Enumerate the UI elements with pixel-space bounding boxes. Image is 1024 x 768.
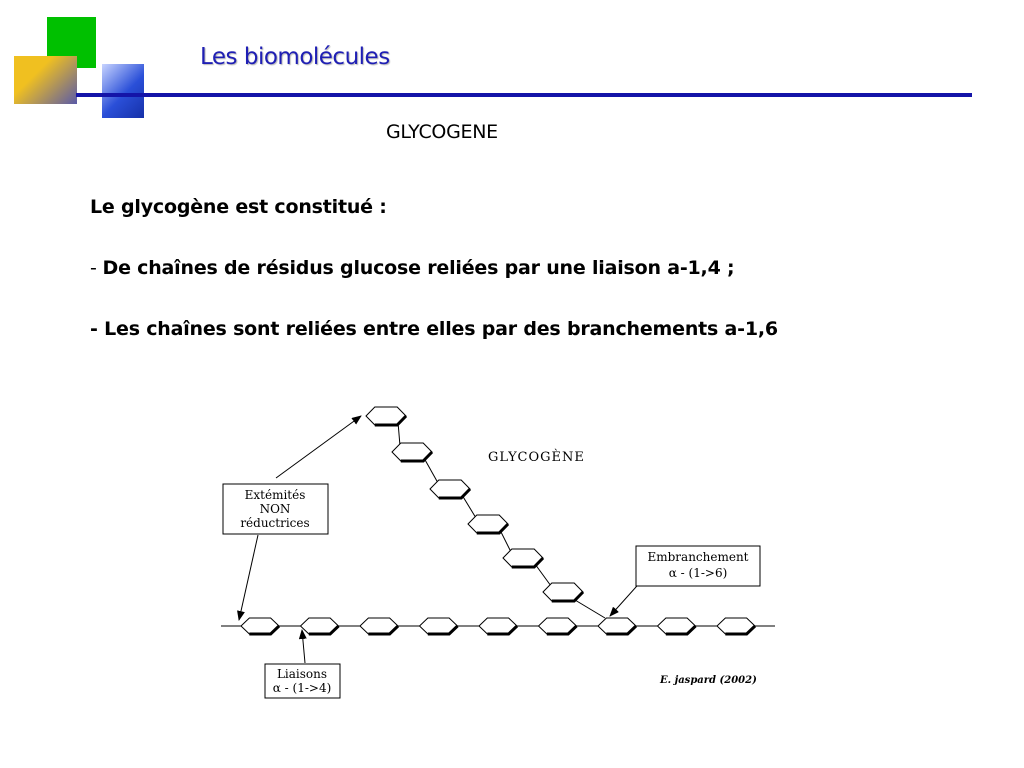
glucose-residue xyxy=(420,618,458,634)
glucose-residue xyxy=(468,515,508,533)
bullet-chains xyxy=(90,257,734,279)
glucose-residue xyxy=(598,618,636,634)
title-rule xyxy=(76,93,972,97)
bullet-branches: - Les chaînes sont reliées entre elles par des branchements a-1,6 xyxy=(90,318,778,340)
glucose-residue xyxy=(392,443,432,461)
arrow-links xyxy=(302,630,305,663)
glucose-residue xyxy=(717,618,755,634)
glycogen-diagram xyxy=(220,392,780,712)
label-ends-line2: NON xyxy=(259,502,291,516)
label-branch-line1: Embranchement xyxy=(647,550,749,564)
glucose-residue xyxy=(503,549,543,567)
slide-subtitle: GLYCOGENE xyxy=(386,121,498,143)
label-ends-line1: Extémités xyxy=(244,488,306,502)
glucose-residue xyxy=(241,618,279,634)
diagram-heading: GLYCOGÈNE xyxy=(488,450,585,465)
glycosidic-link xyxy=(462,495,476,518)
bullet-chains-text: De chaînes de résidus glucose reliées par une liaison a-1,4 ; xyxy=(102,257,735,279)
arrow-ends-bottom xyxy=(239,535,258,620)
label-ends-box xyxy=(223,484,328,534)
glucose-residue xyxy=(479,618,517,634)
glycosidic-link xyxy=(500,530,511,552)
glycosidic-link xyxy=(535,564,551,586)
label-links-box xyxy=(265,664,340,698)
decor-square-blue xyxy=(102,64,144,118)
glucose-residue xyxy=(366,407,406,425)
glucose-residue xyxy=(301,618,339,634)
glucose-residue xyxy=(539,618,577,634)
label-links-line2: α - (1->4) xyxy=(272,681,332,695)
glycosidic-link xyxy=(575,600,605,618)
decor-square-gold xyxy=(14,56,77,104)
label-branch-box xyxy=(636,546,760,586)
glucose-residue xyxy=(658,618,696,634)
bullet-dash: - xyxy=(90,257,103,279)
label-branch-line2: α - (1->6) xyxy=(668,566,728,580)
arrow-ends-top xyxy=(276,416,361,478)
label-links-line1: Liaisons xyxy=(276,667,328,681)
glucose-residue xyxy=(543,583,583,601)
glycosidic-link xyxy=(424,458,438,483)
glucose-residue xyxy=(430,480,470,498)
diagram-credit: E. jaspard (2002) xyxy=(660,675,757,686)
slide-title: Les biomolécules xyxy=(200,44,390,70)
label-ends-line3: réductrices xyxy=(240,516,310,530)
glucose-residue xyxy=(360,618,398,634)
intro-text: Le glycogène est constitué : xyxy=(90,196,387,218)
